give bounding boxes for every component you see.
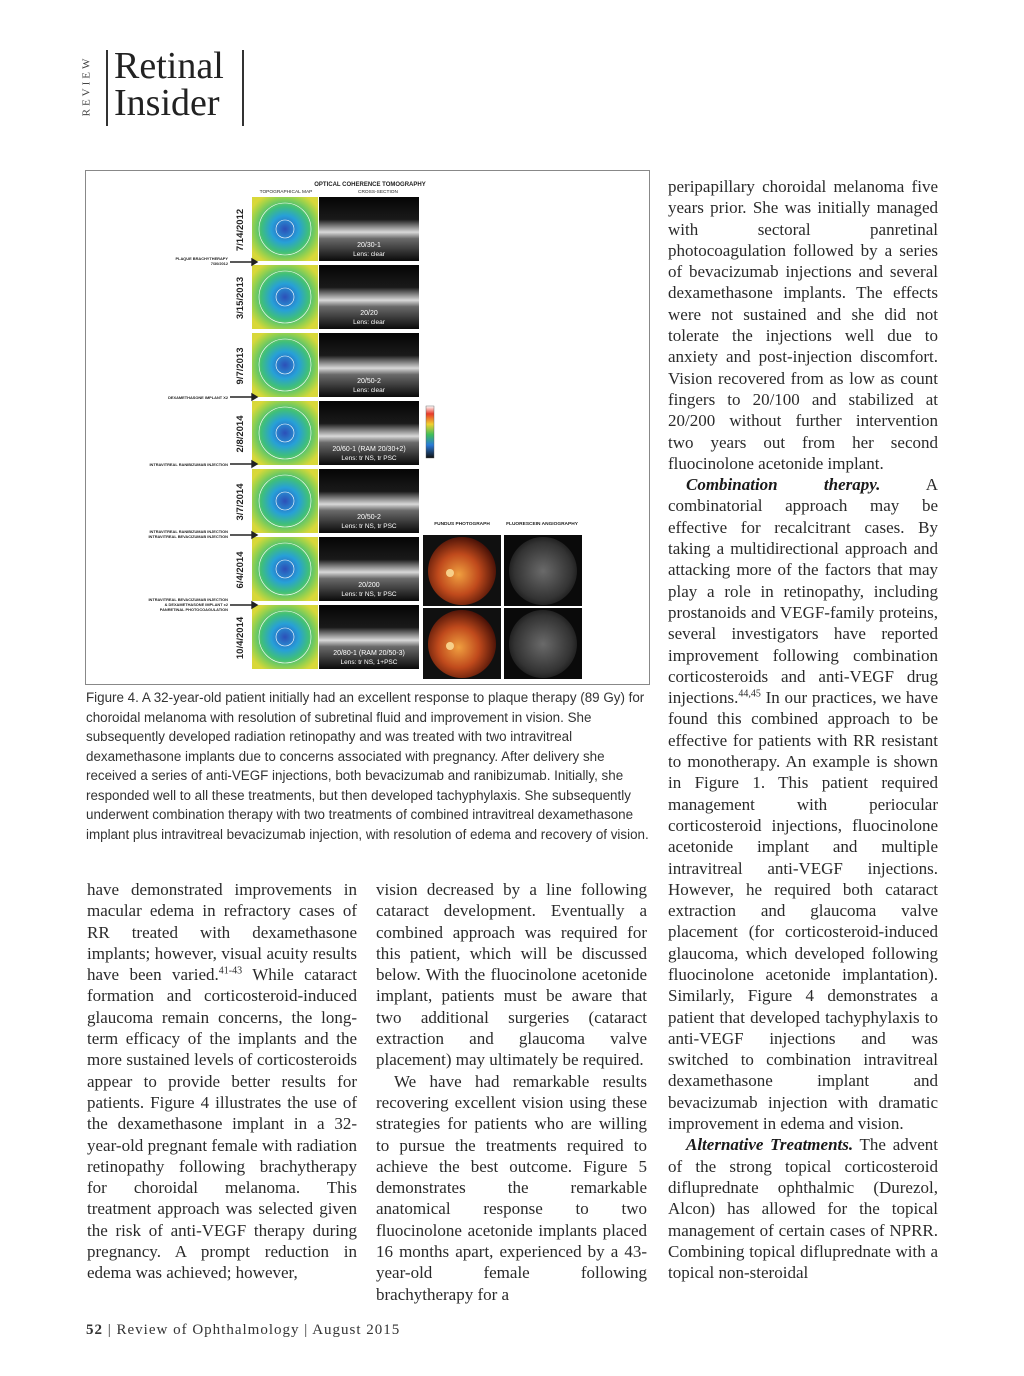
page-number: 52	[86, 1322, 103, 1338]
treatment-label-5c: PANRETINAL PHOTOCOAGULATION	[159, 607, 228, 612]
lens-status-label: Lens: tr NS, tr PSC	[341, 591, 397, 598]
treatment-label-1-date: 7/30/2012	[210, 261, 228, 266]
treatment-label-5b: & DEXAMETHASONE IMPLANT x2	[164, 602, 228, 607]
topographical-map	[252, 265, 318, 329]
masthead-rule-left	[106, 50, 108, 126]
header-cross-section: CROSS-SECTION	[358, 190, 398, 195]
masthead-title	[114, 45, 224, 124]
header-topographical-map: TOPOGRAPHICAL MAP	[259, 190, 313, 195]
paragraph: We have had remarkable results recovering excellent vision using these strategies for patients who are willing to pursue the treatments required to achieve the best outcome. Figure 5 demonstrates the remarkable anatomical response to two fluocinolone acetonide implants placed 16 months apart, experienced by a 43-year-old female following brachytherapy for a	[376, 1071, 647, 1304]
text-run: While cataract formation and corticosteroid-induced glaucoma remain concerns, the long-term efficacy of the implants and the more sustained levels of corticosteroids appear to provide better results for patients. Figure 4 illustrates the use of the dexamethasone implant in a 32-year-old pregnant female with radiation retinopathy following brachytherapy for choroidal melanoma. This treatment approach was selected given the risk of anti-VEGF therapy during pregnancy. A prompt reduction in edema was achieved; however,	[87, 965, 357, 1283]
figure-row	[235, 537, 419, 601]
section-tag-label: REVIEW	[80, 55, 93, 117]
figure-4	[85, 170, 650, 685]
paragraph: vision decreased by a line following cataract development. Eventually a combined approach was required for this patient, which will be discussed below. With the fluocinolone acetonide implant, patients must be aware that two additional surgeries (cataract extraction and glaucoma valve placement) may ultimately be required.	[376, 880, 647, 1070]
topographical-map	[252, 401, 318, 465]
text-run: The advent of the strong topical corticosteroid difluprednate ophthalmic (Durezol, Alcon) has allowed for the topical management of certain cases of NPRR. Combining topical difluprednate with a topical non-steroidal	[668, 1135, 939, 1283]
visual-acuity-label: 20/50-2	[357, 514, 381, 521]
topographical-map	[252, 469, 318, 533]
visual-acuity-label: 20/200	[358, 582, 380, 589]
reference: 41-43	[218, 965, 243, 977]
footer-separator: |	[304, 1322, 313, 1338]
issue-date: August 2015	[312, 1322, 401, 1338]
figure-row	[235, 333, 419, 397]
paragraph	[668, 474, 938, 1134]
optic-disc-icon	[446, 569, 454, 577]
masthead-title-line2: Insider	[114, 82, 220, 124]
lens-status-label: Lens: tr NS, tr PSC	[341, 523, 397, 530]
visual-acuity-label: 20/50-2	[357, 378, 381, 385]
reference: 44,45	[738, 688, 761, 700]
paragraph	[87, 879, 357, 1284]
visual-acuity-label: 20/80-1 (RAM 20/50-3)	[333, 650, 405, 657]
treatment-label-1: PLAQUE BRACHYTHERAPY	[175, 256, 228, 261]
topographical-map	[252, 333, 318, 397]
paragraph	[668, 1134, 938, 1283]
optic-disc-icon	[446, 642, 454, 650]
lens-status-label: Lens: clear	[353, 319, 385, 326]
figure-row	[235, 605, 419, 669]
row-date-label: 10/4/2014	[235, 616, 246, 660]
text-run: have demonstrated improvements in macular edema in refractory cases of RR treated with dexamethasone implants; however, visual acuity results have been varied.	[87, 880, 357, 985]
text-run: A combinatorial approach may be effective for recalcitrant cases. By taking a multidirectional approach and attacking more of the factors that may play a role in retinopathy, including prostanoids and VEGF-family proteins, several investigators have reported improvement following combination corticosteroids and anti-VEGF drug injections.	[668, 475, 938, 708]
lens-status-label: Lens: clear	[353, 387, 385, 394]
section-tag	[80, 52, 102, 126]
figure-row	[235, 469, 419, 533]
row-date-label: 3/7/2014	[235, 483, 246, 521]
row-date-label: 9/7/2013	[235, 347, 246, 385]
row-date-label: 7/14/2012	[235, 208, 246, 252]
fa-image-2-disc	[509, 610, 577, 678]
figure-row	[235, 401, 419, 465]
text-run: In our practices, we have found this combined approach to be effective for patients with RR resistant to monotherapy. An example is shown in Figure 1. This patient required management with periocular corticosteroid injections, fluocinolone acetonide implant and multiple intravitreal anti-VEGF injections. However, he required both cataract extraction and glaucoma valve placement (for corticosteroid-induced glaucoma, which developed following fluocinolone acetonide implantation). Similarly, Figure 4 demonstrates a patient that developed tachyphylaxis to anti-VEGF injections and was switched to combination intravitreal dexamethasone implant and bevacizumab injection with dramatic improvement in edema and vision.	[668, 688, 938, 1134]
lens-status-label: Lens: tr NS, 1+PSC	[340, 659, 398, 666]
header-oct: OPTICAL COHERENCE TOMOGRAPHY	[314, 182, 426, 188]
masthead-title-line1: Retinal	[114, 45, 224, 87]
topographical-map	[252, 537, 318, 601]
treatment-label-4b: INTRAVITREAL BEVACIZUMAB INJECTION	[148, 534, 228, 539]
footer-separator: |	[107, 1322, 117, 1338]
page-footer	[86, 1322, 400, 1339]
visual-acuity-label: 20/30-1	[357, 242, 381, 249]
paragraph: peripapillary choroidal melanoma five years prior. She was initially managed with sectoral panretinal photocoagulation followed by a series of bevacizumab injections and several dexamethasone implants. The effects were not sustained and she did not tolerate the injections well due to anxiety and post-injection discomfort. Vision recovered from as low as count fingers to 20/100 and stabilized at 20/200 without further intervention two years out from her second fluocinolone acetonide implant.	[668, 177, 938, 473]
lens-status-label: Lens: tr NS, tr PSC	[341, 455, 397, 462]
visual-acuity-label: 20/20	[360, 310, 378, 317]
topographical-map	[252, 197, 318, 261]
row-date-label: 2/8/2014	[235, 415, 246, 453]
header-fluorescein-angiography: FLUORESCEIN ANGIOGRAPHY	[506, 522, 578, 527]
row-date-label: 3/15/2013	[235, 276, 246, 320]
figure-row	[235, 265, 419, 329]
fundus-photo-2-disc	[428, 610, 496, 678]
lens-status-label: Lens: clear	[353, 251, 385, 258]
visual-acuity-label: 20/60-1 (RAM 20/30+2)	[332, 446, 406, 453]
figure-row	[235, 197, 419, 261]
treatment-label-2: DEXAMETHASONE IMPLANT X2	[168, 395, 228, 400]
treatment-label-4a: INTRAVITREAL RANIBIZUMAB INJECTION	[149, 529, 228, 534]
header-fundus-photograph: FUNDUS PHOTOGRAPH	[434, 522, 490, 527]
row-date-label: 6/4/2014	[235, 551, 246, 589]
fa-image-1-disc	[509, 537, 577, 605]
subhead-alternative-treatments: Alternative Treatments.	[686, 1135, 854, 1155]
treatment-label-5a: INTRAVITREAL BEVACIZUMAB INJECTION	[148, 597, 228, 602]
figure-4-graphic	[86, 171, 649, 684]
topographical-map	[252, 605, 318, 669]
body-column-left	[87, 879, 357, 1284]
treatment-label-3: INTRAVITREAL RANIBIZUMAB INJECTION	[149, 462, 228, 467]
subhead-combination-therapy: Combination therapy.	[686, 475, 881, 495]
publication-name: Review of Ophthalmology	[116, 1322, 300, 1338]
fundus-photo-1-disc	[428, 537, 496, 605]
thickness-scale-bar	[426, 406, 434, 458]
body-column-middle	[376, 879, 647, 1305]
masthead-rule-right	[242, 50, 244, 126]
body-column-right	[668, 176, 938, 1283]
figure-caption: Figure 4. A 32-year-old patient initially had an excellent response to plaque therapy (89 Gy) for choroidal melanoma with resolution of subretinal fluid and improvement in vision. She subsequently developed radiation retinopathy and was treated with two intravitreal dexamethasone implants due to concerns associated with pregnancy. After delivery she received a series of anti-VEGF injections, both bevacizumab and ranibizumab. Initially, she responded well to all these treatments, but then developed tachyphylaxis. She subsequently underwent combination therapy with two treatments of combined intravitreal dexamethasone implant plus intravitreal bevacizumab injection, with resolution of edema and recovery of vision.	[86, 690, 649, 842]
